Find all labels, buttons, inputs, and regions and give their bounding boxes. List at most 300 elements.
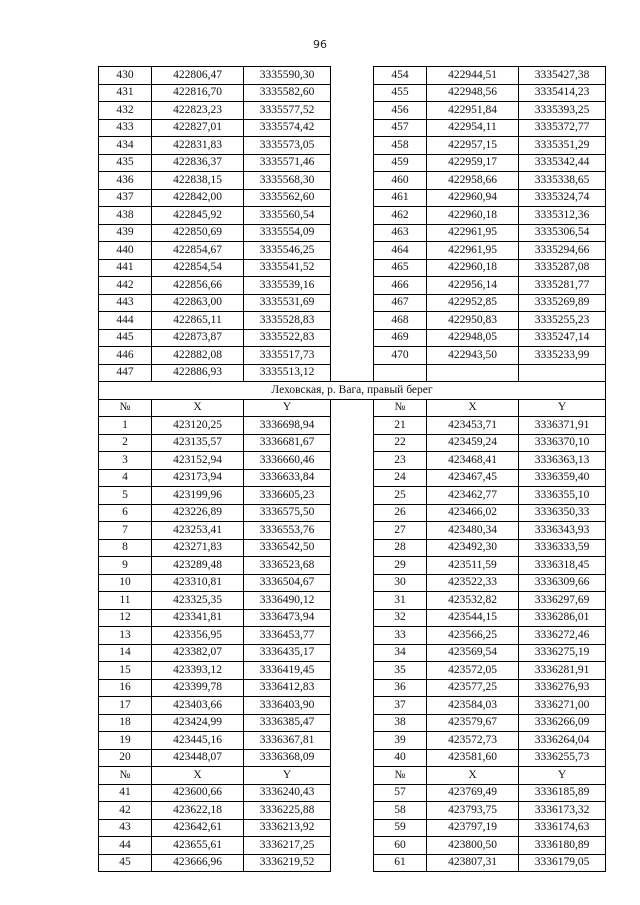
point-num-right: 36 <box>374 679 427 697</box>
point-num-left: 13 <box>99 627 152 645</box>
point-num-left: 18 <box>99 714 152 732</box>
point-num-right: 25 <box>374 487 427 505</box>
x-right: 423581,60 <box>427 749 519 767</box>
column-gap <box>331 714 374 732</box>
x-left: 422873,87 <box>152 329 244 347</box>
column-gap <box>331 119 374 137</box>
y-left: 3335582,60 <box>244 84 331 102</box>
x-right: 423800,50 <box>427 837 519 855</box>
x-left: 422842,00 <box>152 189 244 207</box>
point-num-left: 438 <box>99 207 152 225</box>
x-left: 423356,95 <box>152 627 244 645</box>
y-right: 3336371,91 <box>519 417 606 435</box>
table-row <box>99 452 606 470</box>
y-left: 3336367,81 <box>244 732 331 750</box>
table-row <box>99 749 606 767</box>
column-gap <box>331 592 374 610</box>
y-right: 3335351,29 <box>519 137 606 155</box>
y-left: 3335528,83 <box>244 312 331 330</box>
x-left: 422854,54 <box>152 259 244 277</box>
y-right: 3335269,89 <box>519 294 606 312</box>
table-row <box>99 574 606 592</box>
y-right: 3335342,44 <box>519 154 606 172</box>
section-title-row <box>99 382 606 400</box>
point-num-left: 44 <box>99 837 152 855</box>
y-left: 3335531,69 <box>244 294 331 312</box>
point-num-right: 465 <box>374 259 427 277</box>
y-right: 3336355,10 <box>519 487 606 505</box>
table-row <box>99 67 606 85</box>
column-gap <box>331 557 374 575</box>
point-num-left: 10 <box>99 574 152 592</box>
x-right: 423468,41 <box>427 452 519 470</box>
x-right: 423566,25 <box>427 627 519 645</box>
point-num-right: 30 <box>374 574 427 592</box>
table-row <box>99 137 606 155</box>
point-num-left: 442 <box>99 277 152 295</box>
x-right: 422958,66 <box>427 172 519 190</box>
x-left: 423403,66 <box>152 697 244 715</box>
y-right: 3335306,54 <box>519 224 606 242</box>
header-x: X <box>427 767 519 785</box>
point-num-left: 16 <box>99 679 152 697</box>
y-right: 3336309,66 <box>519 574 606 592</box>
y-left: 3336542,50 <box>244 539 331 557</box>
x-right: 423797,19 <box>427 819 519 837</box>
x-right: 423459,24 <box>427 434 519 452</box>
column-gap <box>331 294 374 312</box>
column-header-row <box>99 767 606 785</box>
x-left: 422886,93 <box>152 364 244 382</box>
section-header <box>99 382 606 417</box>
y-right: 3336173,32 <box>519 802 606 820</box>
y-right: 3336370,10 <box>519 434 606 452</box>
y-right: 3336174,63 <box>519 819 606 837</box>
x-left: 423199,96 <box>152 487 244 505</box>
y-left: 3335541,52 <box>244 259 331 277</box>
table-row <box>99 277 606 295</box>
header-x: X <box>152 399 244 417</box>
x-left: 422836,37 <box>152 154 244 172</box>
y-left: 3336523,68 <box>244 557 331 575</box>
header-num: № <box>99 767 152 785</box>
column-gap <box>331 609 374 627</box>
y-right: 3335427,38 <box>519 67 606 85</box>
table-row <box>99 154 606 172</box>
y-right: 3336275,19 <box>519 644 606 662</box>
x-right: 423572,05 <box>427 662 519 680</box>
x-right: 423584,03 <box>427 697 519 715</box>
y-left: 3336473,94 <box>244 609 331 627</box>
header-x: X <box>152 767 244 785</box>
x-right: 423569,54 <box>427 644 519 662</box>
x-left: 422865,11 <box>152 312 244 330</box>
point-num-left: 9 <box>99 557 152 575</box>
x-right: 422951,84 <box>427 102 519 120</box>
point-num-right: 39 <box>374 732 427 750</box>
y-left: 3335577,52 <box>244 102 331 120</box>
column-gap <box>331 364 374 382</box>
x-left: 423226,89 <box>152 504 244 522</box>
x-right: 423807,31 <box>427 854 519 872</box>
section-title: Леховская, р. Вага, правый берег <box>99 382 606 400</box>
point-num-right: 454 <box>374 67 427 85</box>
header-num: № <box>374 399 427 417</box>
x-right: 422957,15 <box>427 137 519 155</box>
x-left: 422854,67 <box>152 242 244 260</box>
point-num-left: 43 <box>99 819 152 837</box>
point-num-right: 59 <box>374 819 427 837</box>
x-left: 422831,83 <box>152 137 244 155</box>
y-left: 3335517,73 <box>244 347 331 365</box>
column-gap <box>331 189 374 207</box>
x-left: 423310,81 <box>152 574 244 592</box>
y-left: 3336504,67 <box>244 574 331 592</box>
y-left: 3336219,52 <box>244 854 331 872</box>
point-num-right: 58 <box>374 802 427 820</box>
point-num-left: 42 <box>99 802 152 820</box>
y-right: 3336179,05 <box>519 854 606 872</box>
block-2-body <box>99 417 606 767</box>
column-gap <box>331 487 374 505</box>
point-num-right: 60 <box>374 837 427 855</box>
x-left: 423666,96 <box>152 854 244 872</box>
y-left: 3336213,92 <box>244 819 331 837</box>
point-num-right: 456 <box>374 102 427 120</box>
column-gap <box>331 767 374 785</box>
x-right: 422943,50 <box>427 347 519 365</box>
point-num-right: 23 <box>374 452 427 470</box>
point-num-right: 21 <box>374 417 427 435</box>
x-right: 423793,75 <box>427 802 519 820</box>
y-right: 3336264,04 <box>519 732 606 750</box>
point-num-left: 435 <box>99 154 152 172</box>
x-left: 423341,81 <box>152 609 244 627</box>
x-left: 423382,07 <box>152 644 244 662</box>
y-left: 3336681,67 <box>244 434 331 452</box>
header-num: № <box>99 399 152 417</box>
y-right: 3336266,09 <box>519 714 606 732</box>
x-left: 422806,47 <box>152 67 244 85</box>
x-left: 423152,94 <box>152 452 244 470</box>
column-header-row <box>99 399 606 417</box>
x-right: 422956,14 <box>427 277 519 295</box>
table-row <box>99 854 606 872</box>
table-row <box>99 557 606 575</box>
y-left: 3335522,83 <box>244 329 331 347</box>
y-right: 3335294,66 <box>519 242 606 260</box>
point-num-left: 3 <box>99 452 152 470</box>
x-left: 423393,12 <box>152 662 244 680</box>
table-row <box>99 732 606 750</box>
column-gap <box>331 67 374 85</box>
y-right: 3336276,93 <box>519 679 606 697</box>
point-num-left: 17 <box>99 697 152 715</box>
column-gap <box>331 819 374 837</box>
y-left: 3335568,30 <box>244 172 331 190</box>
column-gap <box>331 207 374 225</box>
table-row <box>99 609 606 627</box>
table-row <box>99 312 606 330</box>
point-num-right: 467 <box>374 294 427 312</box>
column-gap <box>331 732 374 750</box>
column-gap <box>331 522 374 540</box>
table-row <box>99 259 606 277</box>
point-num-left: 14 <box>99 644 152 662</box>
point-num-left: 447 <box>99 364 152 382</box>
column-gap <box>331 644 374 662</box>
column-gap <box>331 347 374 365</box>
point-num-left: 441 <box>99 259 152 277</box>
x-right: 423577,25 <box>427 679 519 697</box>
y-left: 3336240,43 <box>244 784 331 802</box>
x-right: 423467,45 <box>427 469 519 487</box>
table-row <box>99 119 606 137</box>
x-left: 423399,78 <box>152 679 244 697</box>
y-right: 3336255,73 <box>519 749 606 767</box>
y-left: 3336419,45 <box>244 662 331 680</box>
point-num-right <box>374 364 427 382</box>
point-num-left: 431 <box>99 84 152 102</box>
x-left: 422882,08 <box>152 347 244 365</box>
x-left: 423655,61 <box>152 837 244 855</box>
point-num-right: 29 <box>374 557 427 575</box>
x-right: 423532,82 <box>427 592 519 610</box>
point-num-right: 35 <box>374 662 427 680</box>
table-row <box>99 364 606 382</box>
x-left: 423445,16 <box>152 732 244 750</box>
point-num-right: 28 <box>374 539 427 557</box>
table-row <box>99 679 606 697</box>
table-row <box>99 837 606 855</box>
x-left: 423173,94 <box>152 469 244 487</box>
x-right: 422959,17 <box>427 154 519 172</box>
point-num-left: 432 <box>99 102 152 120</box>
point-num-left: 6 <box>99 504 152 522</box>
header-y: Y <box>519 399 606 417</box>
y-left: 3336385,47 <box>244 714 331 732</box>
y-left: 3336453,77 <box>244 627 331 645</box>
column-gap <box>331 469 374 487</box>
x-left: 423622,18 <box>152 802 244 820</box>
x-left: 423253,41 <box>152 522 244 540</box>
x-right: 423572,73 <box>427 732 519 750</box>
x-right: 423579,67 <box>427 714 519 732</box>
table-row <box>99 784 606 802</box>
x-left: 422823,23 <box>152 102 244 120</box>
point-num-right: 469 <box>374 329 427 347</box>
x-right: 422960,94 <box>427 189 519 207</box>
point-num-left: 444 <box>99 312 152 330</box>
coordinates-table <box>98 66 606 872</box>
y-left: 3336217,25 <box>244 837 331 855</box>
y-left: 3336490,12 <box>244 592 331 610</box>
y-right: 3335372,77 <box>519 119 606 137</box>
point-num-left: 4 <box>99 469 152 487</box>
column-gap <box>331 137 374 155</box>
point-num-left: 8 <box>99 539 152 557</box>
table-row <box>99 102 606 120</box>
point-num-left: 11 <box>99 592 152 610</box>
y-left: 3336412,83 <box>244 679 331 697</box>
x-right: 422961,95 <box>427 242 519 260</box>
y-left: 3336368,09 <box>244 749 331 767</box>
table-row <box>99 294 606 312</box>
header-num: № <box>374 767 427 785</box>
table-row <box>99 189 606 207</box>
table-row <box>99 329 606 347</box>
x-right: 423453,71 <box>427 417 519 435</box>
table-row <box>99 592 606 610</box>
column-gap <box>331 399 374 417</box>
y-right: 3336185,89 <box>519 784 606 802</box>
y-right: 3335414,23 <box>519 84 606 102</box>
column-gap <box>331 417 374 435</box>
table-row <box>99 242 606 260</box>
column-gap <box>331 627 374 645</box>
repeat-header <box>99 767 606 785</box>
column-gap <box>331 802 374 820</box>
y-left: 3335546,25 <box>244 242 331 260</box>
x-right: 422960,18 <box>427 259 519 277</box>
column-gap <box>331 224 374 242</box>
y-left: 3336575,50 <box>244 504 331 522</box>
y-left: 3335574,42 <box>244 119 331 137</box>
column-gap <box>331 452 374 470</box>
table-row <box>99 697 606 715</box>
column-gap <box>331 277 374 295</box>
column-gap <box>331 854 374 872</box>
x-right: 422948,56 <box>427 84 519 102</box>
x-right <box>427 364 519 382</box>
x-right: 422961,95 <box>427 224 519 242</box>
column-gap <box>331 784 374 802</box>
table-row <box>99 819 606 837</box>
x-right: 423480,34 <box>427 522 519 540</box>
point-num-left: 15 <box>99 662 152 680</box>
point-num-left: 434 <box>99 137 152 155</box>
column-gap <box>331 697 374 715</box>
point-num-left: 19 <box>99 732 152 750</box>
point-num-left: 7 <box>99 522 152 540</box>
table-row <box>99 434 606 452</box>
point-num-right: 33 <box>374 627 427 645</box>
point-num-left: 437 <box>99 189 152 207</box>
point-num-right: 26 <box>374 504 427 522</box>
point-num-right: 468 <box>374 312 427 330</box>
point-num-right: 40 <box>374 749 427 767</box>
y-right: 3335281,77 <box>519 277 606 295</box>
point-num-left: 440 <box>99 242 152 260</box>
x-right: 423466,02 <box>427 504 519 522</box>
column-gap <box>331 434 374 452</box>
y-left: 3336225,88 <box>244 802 331 820</box>
x-right: 422954,11 <box>427 119 519 137</box>
x-left: 422863,00 <box>152 294 244 312</box>
point-num-right: 457 <box>374 119 427 137</box>
block-3-body <box>99 784 606 872</box>
y-right: 3336286,01 <box>519 609 606 627</box>
point-num-left: 443 <box>99 294 152 312</box>
x-left: 423424,99 <box>152 714 244 732</box>
column-gap <box>331 662 374 680</box>
point-num-right: 470 <box>374 347 427 365</box>
point-num-right: 37 <box>374 697 427 715</box>
y-right: 3335312,36 <box>519 207 606 225</box>
point-num-right: 27 <box>374 522 427 540</box>
y-right: 3336318,45 <box>519 557 606 575</box>
y-right: 3335247,14 <box>519 329 606 347</box>
point-num-left: 433 <box>99 119 152 137</box>
x-left: 423135,57 <box>152 434 244 452</box>
point-num-right: 455 <box>374 84 427 102</box>
y-right: 3335233,99 <box>519 347 606 365</box>
column-gap <box>331 84 374 102</box>
point-num-left: 430 <box>99 67 152 85</box>
point-num-right: 463 <box>374 224 427 242</box>
x-left: 422856,66 <box>152 277 244 295</box>
y-right: 3336350,33 <box>519 504 606 522</box>
table-row <box>99 347 606 365</box>
y-right: 3336359,40 <box>519 469 606 487</box>
column-gap <box>331 679 374 697</box>
y-right: 3335393,25 <box>519 102 606 120</box>
x-right: 423511,59 <box>427 557 519 575</box>
column-gap <box>331 154 374 172</box>
table-row <box>99 644 606 662</box>
y-right: 3335324,74 <box>519 189 606 207</box>
y-left: 3336435,17 <box>244 644 331 662</box>
table-row <box>99 714 606 732</box>
point-num-left: 2 <box>99 434 152 452</box>
table-row <box>99 504 606 522</box>
column-gap <box>331 837 374 855</box>
x-right: 422948,05 <box>427 329 519 347</box>
x-left: 422838,15 <box>152 172 244 190</box>
point-num-right: 460 <box>374 172 427 190</box>
column-gap <box>331 312 374 330</box>
column-gap <box>331 504 374 522</box>
y-right <box>519 364 606 382</box>
y-left: 3335571,46 <box>244 154 331 172</box>
y-left: 3336553,76 <box>244 522 331 540</box>
x-right: 422960,18 <box>427 207 519 225</box>
point-num-right: 38 <box>374 714 427 732</box>
y-right: 3336297,69 <box>519 592 606 610</box>
column-gap <box>331 259 374 277</box>
column-gap <box>331 242 374 260</box>
x-left: 423642,61 <box>152 819 244 837</box>
table-row <box>99 172 606 190</box>
y-left: 3335539,16 <box>244 277 331 295</box>
point-num-right: 34 <box>374 644 427 662</box>
x-right: 423769,49 <box>427 784 519 802</box>
y-right: 3336343,93 <box>519 522 606 540</box>
point-num-right: 458 <box>374 137 427 155</box>
x-left: 422827,01 <box>152 119 244 137</box>
header-y: Y <box>244 767 331 785</box>
point-num-left: 1 <box>99 417 152 435</box>
point-num-right: 461 <box>374 189 427 207</box>
y-right: 3335287,08 <box>519 259 606 277</box>
point-num-right: 466 <box>374 277 427 295</box>
y-left: 3335590,30 <box>244 67 331 85</box>
y-right: 3335255,23 <box>519 312 606 330</box>
point-num-left: 5 <box>99 487 152 505</box>
table-row <box>99 84 606 102</box>
block-1-body <box>99 67 606 382</box>
point-num-right: 57 <box>374 784 427 802</box>
